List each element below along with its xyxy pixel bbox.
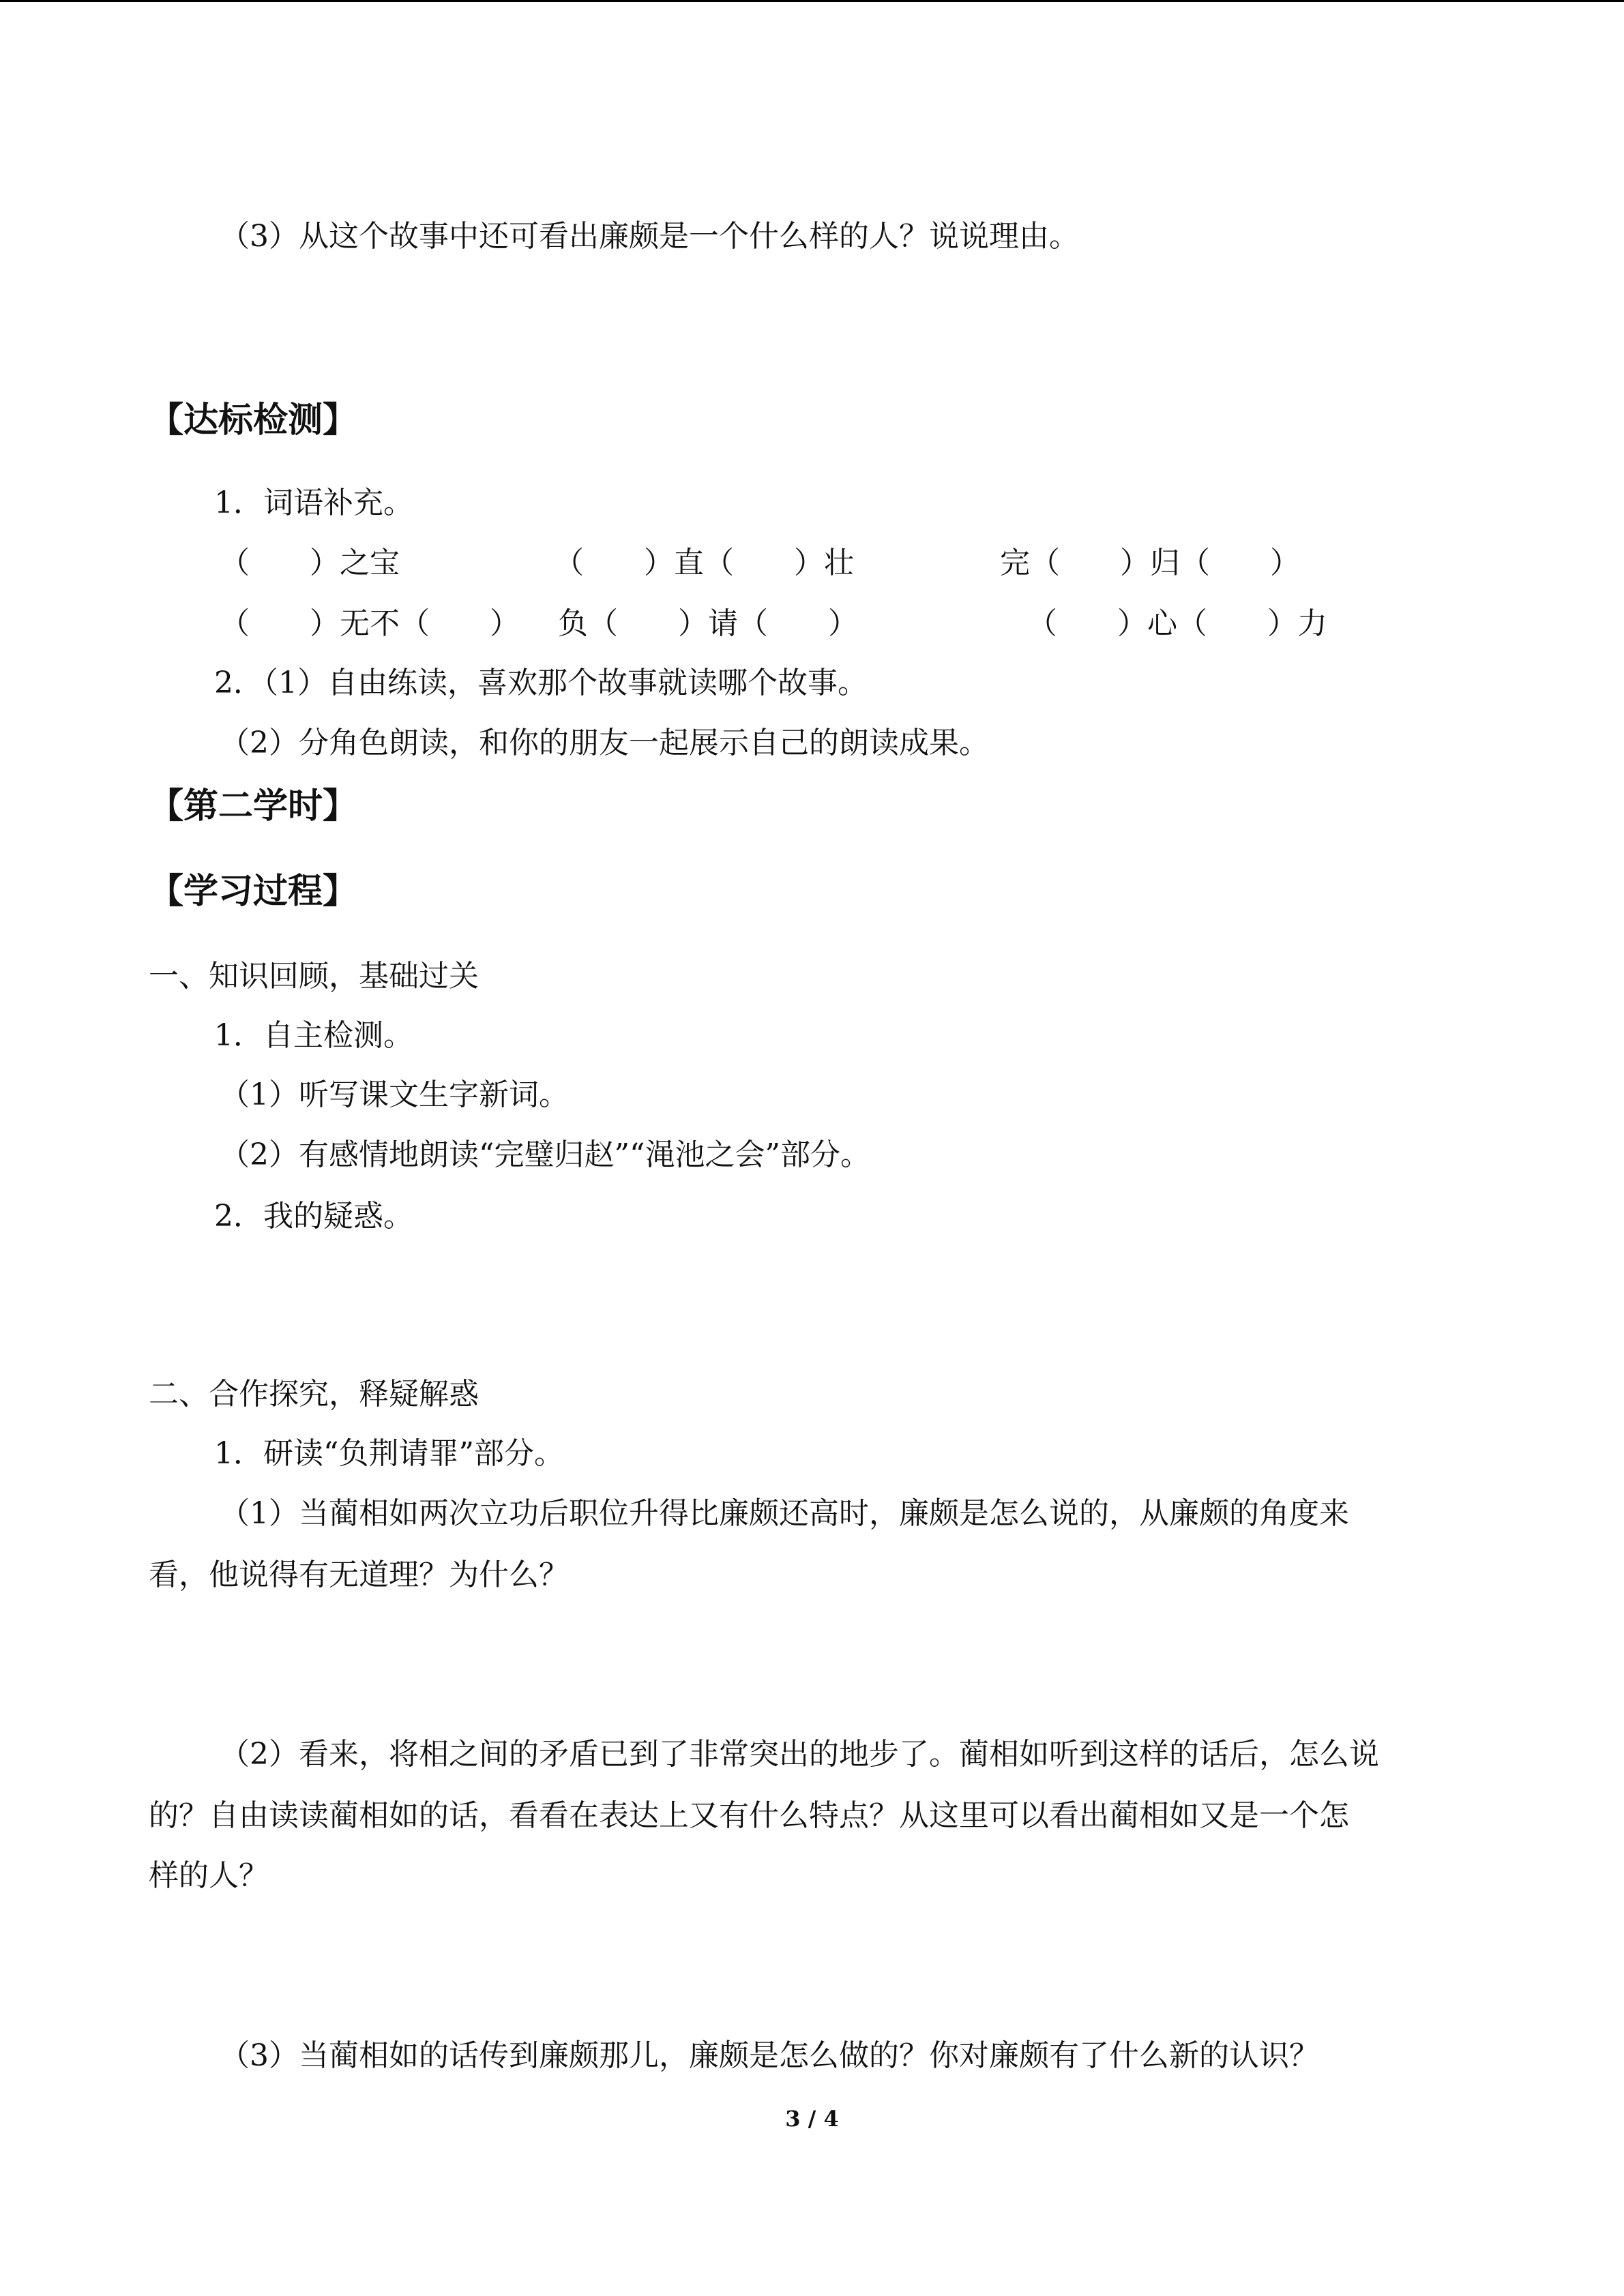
idiom-blank-6: （ ）心（ ）力 — [1027, 606, 1327, 641]
item-1-study-section: 1．研读“负荆请罪”部分。 — [214, 1436, 564, 1471]
question-2-line-3: 样的人？ — [149, 1858, 269, 1893]
section-heading-learning-process: 【学习过程】 — [149, 871, 358, 912]
question-3-lianpo-new-view: （3）当蔺相如的话传到廉颇那儿，廉颇是怎么做的？你对廉颇有了什么新的认识？ — [220, 2038, 1319, 2073]
section-heading-assessment: 【达标检测】 — [149, 400, 358, 441]
section-heading-second-lesson: 【第二学时】 — [149, 786, 358, 826]
exercise-2-free-reading: 2．（1）自由练读，喜欢那个故事就读哪个故事。 — [214, 666, 868, 700]
idiom-blank-3: 完（ ）归（ ） — [1000, 546, 1300, 580]
question-2-line-2: 的？自由读读蔺相如的话，看看在表达上又有什么特点？从这里可以看出蔺相如又是一个怎 — [149, 1798, 1349, 1833]
question-3-lianpo-character: （3）从这个故事中还可看出廉颇是一个什么样的人？说说理由。 — [220, 219, 1079, 254]
idiom-blank-5: 负（ ）请（ ） — [558, 606, 858, 641]
part-2-heading: 二、合作探究，释疑解惑 — [149, 1377, 479, 1412]
exercise-1-word-completion: 1．词语补充。 — [214, 486, 413, 520]
item-1-self-check: 1．自主检测。 — [214, 1018, 413, 1053]
exercise-2-role-reading: （2）分角色朗读，和你的朋友一起展示自己的朗读成果。 — [220, 726, 989, 760]
item-1-2-read-aloud: （2）有感情地朗读“完璧归赵”“渑池之会”部分。 — [220, 1137, 870, 1172]
idiom-blank-2: （ ）直（ ）壮 — [554, 546, 854, 580]
part-1-heading: 一、知识回顾，基础过关 — [149, 959, 479, 994]
question-1-line-2: 看，他说得有无道理？为什么？ — [149, 1557, 569, 1592]
item-2-my-questions: 2．我的疑惑。 — [214, 1199, 413, 1234]
top-border — [0, 0, 1624, 2]
question-2-line-1: （2）看来，将相之间的矛盾已到了非常突出的地步了。蔺相如听到这样的话后，怎么说 — [220, 1737, 1379, 1772]
idiom-blank-1: （ ）之宝 — [220, 546, 400, 580]
page-number: 3 / 4 — [785, 2106, 839, 2132]
idiom-blank-4: （ ）无不（ ） — [220, 606, 520, 641]
item-1-1-dictation: （1）听写课文生字新词。 — [220, 1077, 569, 1112]
question-1-line-1: （1）当蔺相如两次立功后职位升得比廉颇还高时，廉颇是怎么说的，从廉颇的角度来 — [220, 1496, 1349, 1531]
